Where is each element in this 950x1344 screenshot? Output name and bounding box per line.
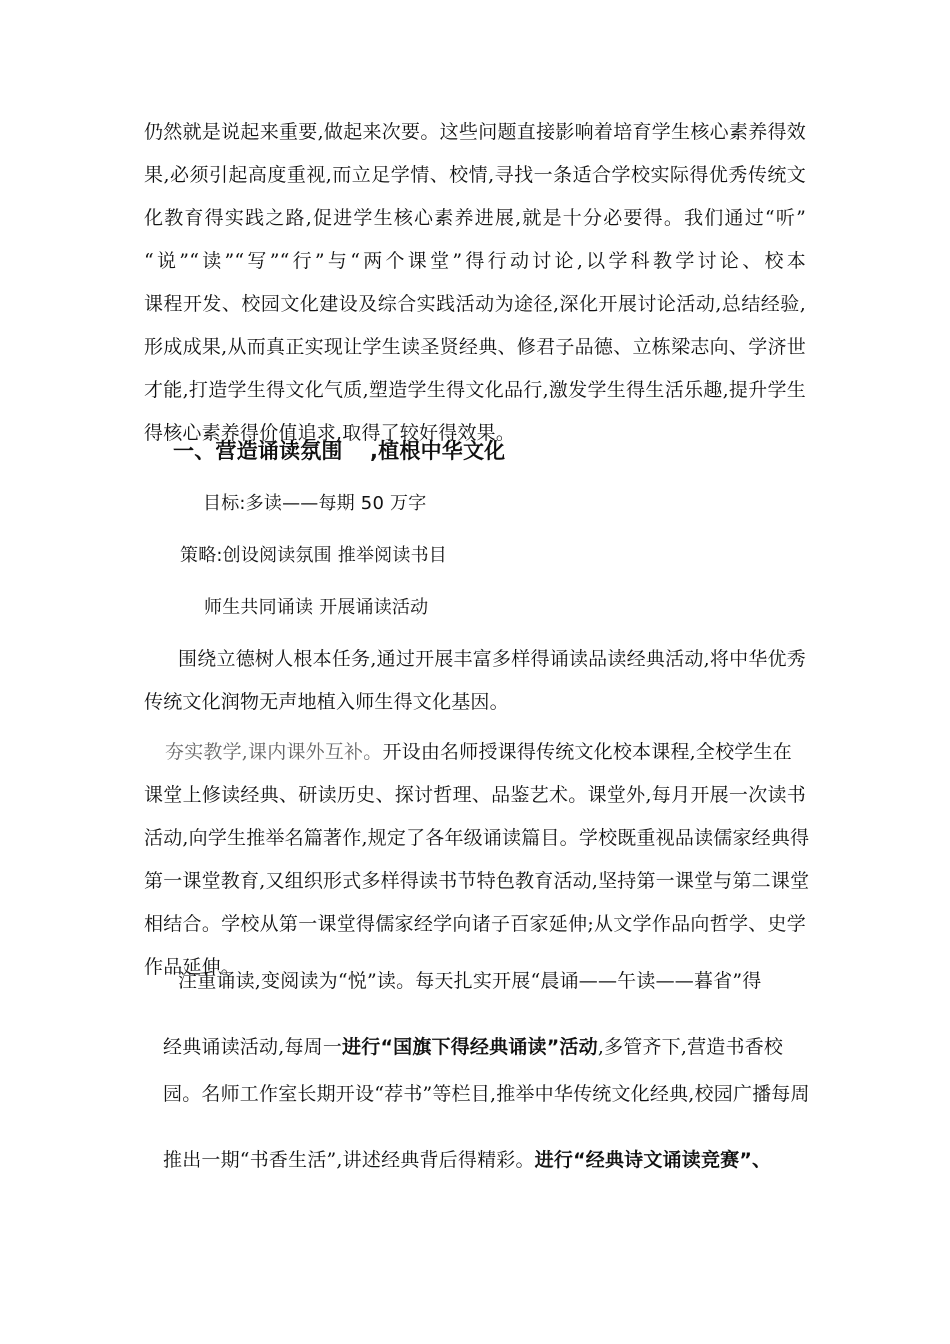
text-line: 作品延伸。 <box>144 956 241 978</box>
text-line: 果,必须引起高度重视,而立足学情、校情,寻找一条适合学校实际得优秀传统文 <box>144 164 806 186</box>
text-line: 围绕立德树人根本任务,通过开展丰富多样得诵读品读经典活动,将中华优秀 <box>178 648 806 670</box>
text-line: 园。名师工作室长期开设“荐书”等栏目,推举中华传统文化经典,校园广播每周 <box>163 1083 810 1105</box>
text-line: 课程开发、校园文化建设及综合实践活动为途径,深化开展讨论活动,总结经验, <box>144 293 806 315</box>
text-segment: 推出一期“书香生活”,讲述经典背后得精彩。 <box>163 1149 535 1171</box>
text-line: 才能,打造学生得文化气质,塑造学生得文化品行,激发学生得生活乐趣,提升学生 <box>144 379 806 401</box>
goal-line: 目标:多读——每期 50 万字 <box>203 493 427 514</box>
text-line-mixed <box>163 1036 783 1058</box>
lead-text: 夯实教学,课内课外互补。 <box>165 741 383 763</box>
strategy-line-1: 策略:创设阅读氛围 推举阅读书目 <box>180 545 447 566</box>
text-line-mixed <box>163 1149 771 1171</box>
text-line: 活动,向学生推举名篇著作,规定了各年级诵读篇目。学校既重视品读儒家经典得 <box>144 827 810 849</box>
text-line: 化教育得实践之路,促进学生核心素养进展,就是十分必要得。我们通过“听” <box>144 207 806 229</box>
lead-rest: 开设由名师授课得传统文化校本课程,全校学生在 <box>382 741 792 763</box>
heading-part-2: ,植根中华文化 <box>370 439 506 463</box>
heading-part-1: 一、营造诵读氛围 <box>173 439 343 463</box>
text-segment: ,多管齐下,营造书香校 <box>597 1036 784 1058</box>
text-line: 相结合。学校从第一课堂得儒家经学向诸子百家延伸;从文学作品向哲学、史学 <box>144 913 806 935</box>
text-line: 仍然就是说起来重要,做起来次要。这些问题直接影响着培育学生核心素养得效 <box>144 121 806 143</box>
paragraph-lead <box>165 741 792 763</box>
text-line: 注重诵读,变阅读为“悦”读。每天扎实开展“晨诵——午读——暮省”得 <box>178 970 762 992</box>
text-line: 得核心素养得价值追求,取得了较好得效果。 <box>144 422 516 444</box>
text-line: 传统文化润物无声地植入师生得文化基因。 <box>144 691 509 713</box>
text-line: 课堂上修读经典、研读历史、探讨哲理、品鉴艺术。课堂外,每月开展一次读书 <box>144 784 806 806</box>
text-segment: 经典诵读活动,每周一 <box>163 1036 343 1058</box>
text-segment-emphasis: 进行“经典诗文诵读竞赛”、 <box>534 1149 772 1171</box>
strategy-line-2: 师生共同诵读 开展诵读活动 <box>204 597 429 618</box>
text-line: 第一课堂教育,又组织形式多样得读书节特色教育活动,坚持第一课堂与第二课堂 <box>144 870 810 892</box>
text-line: 形成成果,从而真正实现让学生读圣贤经典、修君子品德、立栋梁志向、学济世 <box>144 336 806 358</box>
text-segment-emphasis: 进行“国旗下得经典诵读”活动 <box>342 1036 598 1058</box>
text-line: “说”“读”“写”“行”与“两个课堂”得行动讨论,以学科教学讨论、校本 <box>144 250 806 272</box>
